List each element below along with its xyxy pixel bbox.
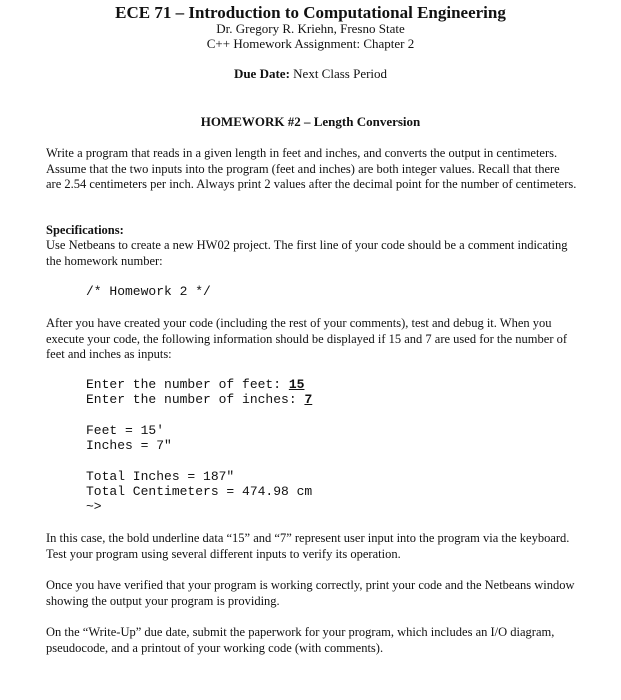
prompt-inches-text: Enter the number of inches:: [86, 392, 305, 407]
intro-paragraph: Write a program that reads in a given length in feet and inches, and converts the output in centimeters. Assume that the two inputs into the program (feet and inches) are both integer values. Recall that there are 2.54 centimeters per inch. Always print 2 values after the decimal point for the number of centimeters.: [46, 146, 577, 191]
due-date-value: Next Class Period: [293, 66, 388, 81]
input-feet-value: 15: [288, 377, 305, 392]
console-prompt-end: ~>: [86, 499, 102, 514]
instructor-line: Dr. Gregory R. Kriehn, Fresno State: [216, 21, 405, 36]
prompt-feet-text: Enter the number of feet:: [86, 377, 289, 392]
explanation-paragraph: In this case, the bold underline data “15” and “7” represent user input into the program via the keyboard. Test your program using several different inputs to verify its operation.: [46, 531, 570, 561]
course-title: ECE 71 – Introduction to Computational Engineering: [115, 3, 506, 22]
console-total-cm-line: Total Centimeters = 474.98 cm: [86, 484, 313, 499]
after-code-paragraph: After you have created your code (including the rest of your comments), test and debug it. When you execute your code, the following information should be displayed if 15 and 7 are used for the number of feet and inches as inputs:: [46, 316, 568, 361]
console-total-inches-line: Total Inches = 187″: [86, 469, 235, 484]
verify-paragraph: Once you have verified that your program is working correctly, print your code and the Netbeans window showing the output your program is providing.: [46, 578, 575, 608]
console-prompt-inches: [86, 392, 312, 407]
writeup-paragraph: On the “Write-Up” due date, submit the paperwork for your program, which includes an I/O diagram, pseudocode, and a printout of your working code (with comments).: [46, 625, 555, 655]
assignment-line: C++ Homework Assignment: Chapter 2: [206, 36, 415, 51]
comment-code: /* Homework 2 */: [86, 284, 211, 299]
specifications-paragraph: Use Netbeans to create a new HW02 project. The first line of your code should be a comment indicating the homework number:: [46, 238, 568, 268]
due-date-label: Due Date:: [233, 66, 290, 81]
console-inches-line: Inches = 7″: [86, 438, 172, 453]
console-feet-line: Feet = 15′: [86, 423, 165, 438]
due-date-line: [0, 66, 621, 82]
specifications-heading: Specifications:: [46, 223, 124, 237]
homework-title: HOMEWORK #2 – Length Conversion: [200, 114, 421, 129]
console-prompt-feet: [86, 377, 304, 392]
input-inches-value: 7: [304, 392, 313, 407]
